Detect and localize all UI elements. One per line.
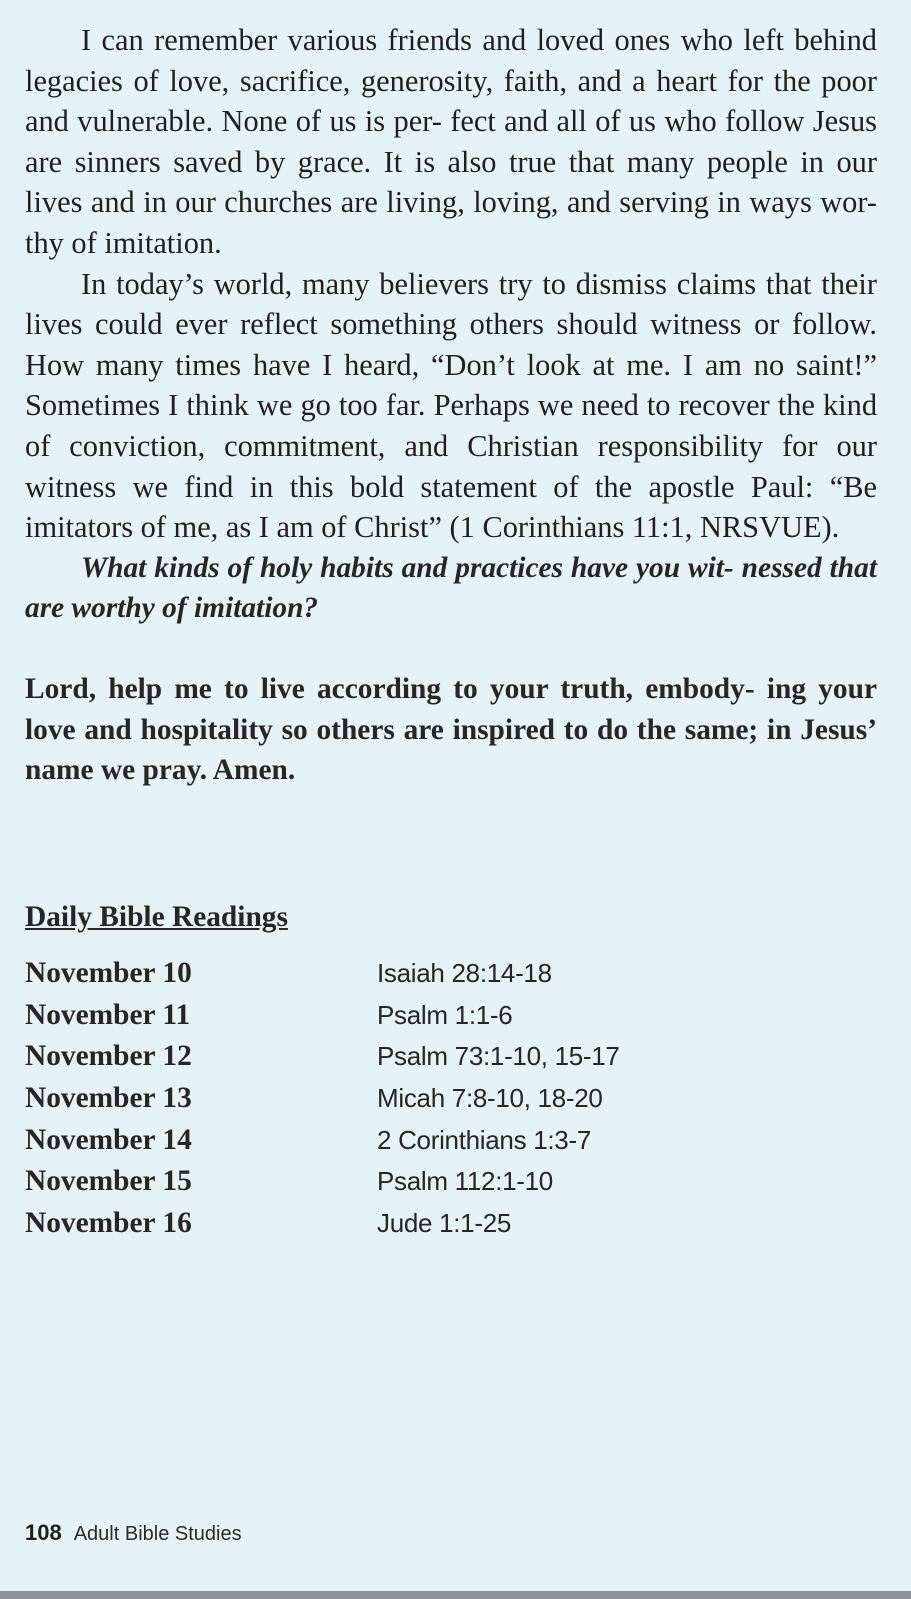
paragraph-1-line: and a heart for the poor and vulnerable. None of us is per- [25,63,877,139]
publication-title: Adult Bible Studies [73,1523,242,1545]
closing-prayer [25,669,877,791]
paragraph-1-line: left behind legacies of love, sacrifice, generosity, faith, [25,23,878,98]
reading-row [25,1161,877,1203]
body-text [25,20,877,548]
reading-row [25,1036,877,1078]
paragraph-2-line: far. Perhaps we need to recover the kind of conviction, [25,388,878,463]
reading-row [25,1078,877,1120]
paragraph-1-line: fect and all of us who follow Jesus are sinners saved by [25,104,877,179]
reading-date: November 14 [25,1123,192,1156]
paragraph-1-line: thy of imitation. [25,225,222,260]
reading-date: November 15 [25,1165,192,1198]
reading-passage: Psalm 73:1-10, 15-17 [377,1041,620,1072]
paragraph-1-line: grace. It is also true that many people in our lives and in [25,144,877,220]
reading-row [25,953,877,995]
paragraph-1-line: I can remember various friends and loved ones who [81,23,744,57]
reading-date: November 13 [25,1082,192,1115]
paragraph-2 [25,264,877,548]
paragraph-1-line: our churches are living, loving, and serving in ways wor- [175,185,878,220]
paragraph-2-line: look at me. I am no saint!” Sometimes I think we go too [25,347,877,423]
reading-date: November 16 [25,1207,192,1240]
paragraph-2-line: we find in this bold statement of the apostle Paul: “Be [132,469,877,504]
paragraph-1 [25,20,877,264]
paragraph-2-line: that their lives could ever reflect something others should [25,266,877,342]
question-line: nessed that are worthy of imitation? [25,551,877,625]
page-number: 108 [25,1520,62,1545]
prayer-line: do the same; in Jesus’ name we pray. Amen. [25,713,877,787]
paragraph-2-line: witness or follow. How many times have I heard, “Don’t [25,307,877,382]
paragraph-2-line: commitment, and Christian responsibility for our witness [25,428,877,504]
reading-date: November 11 [25,998,191,1031]
reading-row [25,1119,877,1161]
reading-date: November 12 [25,1040,192,1073]
reading-row [25,994,877,1036]
reading-passage: Psalm 112:1-10 [377,1166,553,1197]
reading-passage: Jude 1:1-25 [377,1208,512,1239]
prayer-line: Lord, help me to live according to your truth, embody- [25,672,755,705]
reading-passage: 2 Corinthians 1:3-7 [377,1124,591,1155]
reading-passage: Isaiah 28:14-18 [377,958,552,989]
daily-readings-list [25,953,877,1245]
paragraph-2-line: In today’s world, many believers try to dismiss claims [81,266,766,301]
reading-passage: Psalm 1:1-6 [377,999,513,1030]
paragraph-2-line: NRSVUE). [699,510,840,545]
paragraph-2-line: imitators of me, as I am of Christ” (1 Corinthians 11:1, [25,510,700,545]
reading-passage: Micah 7:8-10, 18-20 [377,1083,603,1114]
reading-date: November 10 [25,957,192,990]
prayer-line: ing your love and hospitality so others are inspired to [25,672,877,746]
daily-readings-heading: Daily Bible Readings [25,900,288,933]
question-line: What kinds of holy habits and practices have you wit- [81,551,734,584]
reflection-question [25,548,877,629]
page-bottom-edge [0,1591,911,1599]
reading-row [25,1203,877,1245]
page-footer [25,1520,242,1546]
